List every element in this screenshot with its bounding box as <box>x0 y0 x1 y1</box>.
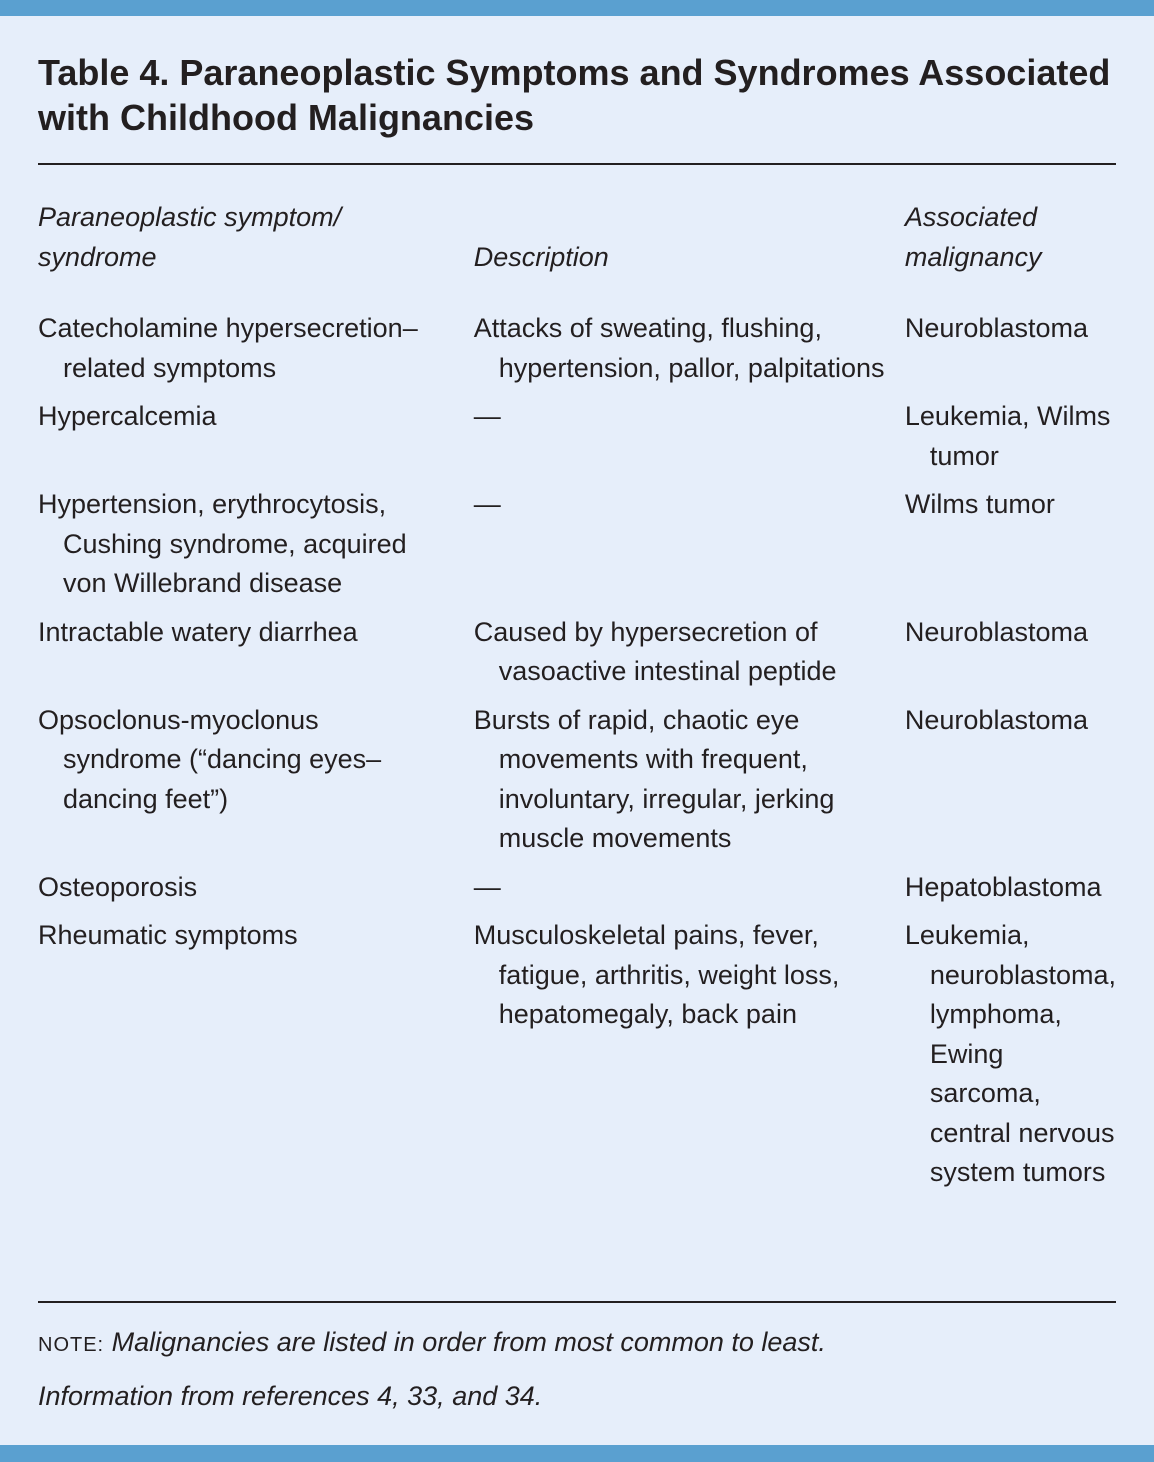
malignancy-cell: Neuroblastoma <box>904 704 1088 735</box>
description-cell: Bursts of rapid, chaotic eye movements with frequent, involuntary, irregular, jerking muscle movements <box>473 704 835 853</box>
description-cell: Caused by hypersecretion of vasoactive intestinal peptide <box>473 616 837 686</box>
symptom-cell: Hypertension, erythrocytosis, Cushing syndrome, acquired von Willebrand disease <box>38 489 407 598</box>
description-cell: — <box>473 401 501 431</box>
note-text: Malignancies are listed in order from most common to least. <box>111 1327 826 1357</box>
table-row <box>38 701 1116 868</box>
header-description: Description <box>473 241 609 272</box>
symptom-cell: Catecholamine hypersecretion–related symptoms <box>38 313 418 383</box>
table-row <box>38 916 1116 1202</box>
top-rule <box>38 163 1116 165</box>
symptom-cell: Hypercalcemia <box>38 401 217 431</box>
table-row <box>38 485 1116 613</box>
header-symptom: Paraneoplastic symptom/ syndrome <box>38 202 342 272</box>
malignancy-cell: Leukemia, Wilms tumor <box>904 401 1111 471</box>
symptom-cell: Rheumatic symptoms <box>38 920 298 950</box>
table-row <box>38 868 1116 917</box>
syndromes-table <box>38 198 1116 1202</box>
table-row <box>38 283 1116 397</box>
symptom-cell: Osteoporosis <box>38 871 198 902</box>
note-label: NOTE: <box>38 1334 105 1356</box>
malignancy-cell: Neuroblastoma <box>904 616 1088 647</box>
bottom-rule <box>38 1301 1116 1303</box>
description-cell: Musculoskeletal pains, fever, fatigue, arthritis, weight loss, hepatomegaly, back pain <box>473 920 840 1029</box>
description-cell: — <box>473 489 501 519</box>
bottom-border-bar <box>0 1445 1154 1462</box>
description-cell: — <box>473 871 501 902</box>
symptom-cell: Intractable watery diarrhea <box>38 616 358 647</box>
table-title: Table 4. Paraneoplastic Symptoms and Syndromes Associated with Childhood Malignancies <box>38 52 1111 138</box>
symptom-cell: Opsoclonus-myoclonus syndrome (“dancing eyes–dancing feet”) <box>38 704 382 814</box>
malignancy-cell: Neuroblastoma <box>904 313 1088 343</box>
source-note: Information from references 4, 33, and 34. <box>38 1381 543 1411</box>
header-row <box>38 198 1116 283</box>
top-border-bar <box>0 0 1154 16</box>
malignancy-cell: Leukemia, neuroblastoma, lymphoma, Ewing sarcoma, central nervous system tumors <box>904 920 1117 1187</box>
table-row <box>38 613 1116 701</box>
table-row <box>38 397 1116 485</box>
table-note <box>38 1323 826 1365</box>
malignancy-cell: Hepatoblastoma <box>904 871 1102 902</box>
header-malignancy: Associated malignancy <box>904 202 1042 272</box>
malignancy-cell: Wilms tumor <box>904 489 1055 519</box>
description-cell: Attacks of sweating, flushing, hypertension, pallor, palpitations <box>473 313 885 383</box>
